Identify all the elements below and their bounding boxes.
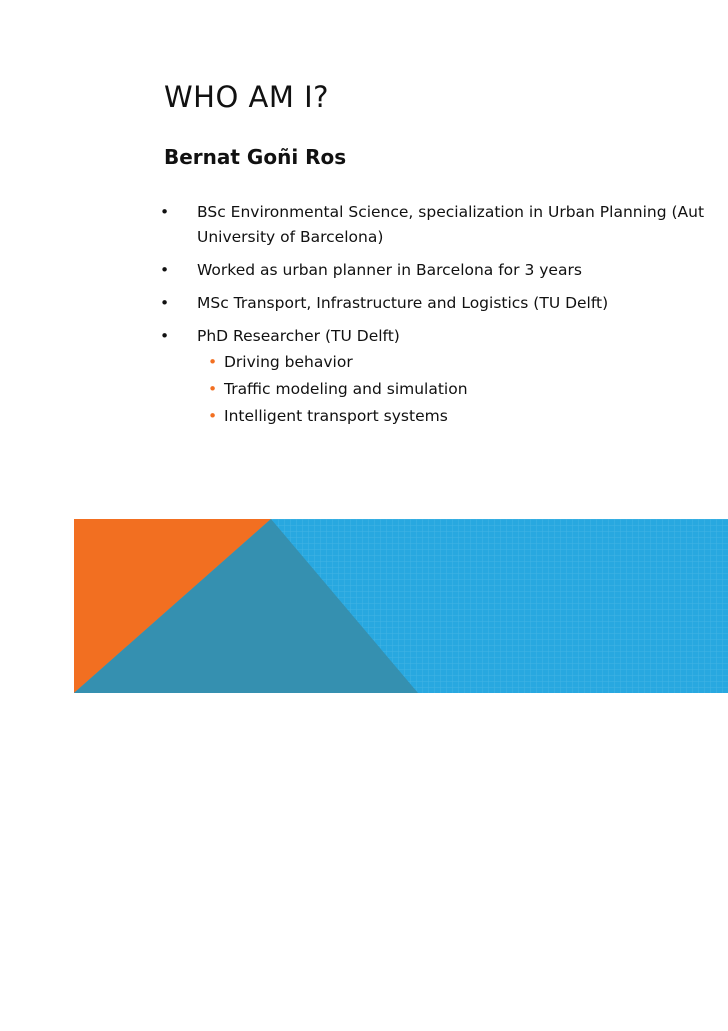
decorative-banner: [74, 519, 728, 693]
orange-bullet-icon: •: [208, 407, 218, 425]
sub-item-text: Traffic modeling and simulation: [224, 380, 468, 398]
sub-item-text: Intelligent transport systems: [224, 407, 448, 425]
bullet-text: MSc Transport, Infrastructure and Logistics (TU Delft): [197, 294, 609, 312]
phd-topic-list: [197, 349, 728, 430]
sub-item-traffic-modeling: [208, 376, 728, 403]
bullet-text-continued: University of Barcelona): [197, 228, 384, 246]
bullet-text: Worked as urban planner in Barcelona for 3 years: [197, 261, 582, 279]
bullet-text: PhD Researcher (TU Delft): [197, 327, 400, 345]
bullet-list: [160, 200, 728, 438]
bullet-dot-icon: •: [160, 203, 170, 221]
presenter-name: Bernat Goñi Ros: [164, 145, 347, 169]
bullet-item-urban-planner: [160, 258, 728, 283]
bullet-item-bsc: [160, 200, 728, 250]
bullet-text: BSc Environmental Science, specialization in Urban Planning (Aut: [197, 203, 705, 221]
sub-item-its: [208, 403, 728, 430]
sub-item-text: Driving behavior: [224, 353, 353, 371]
bullet-item-phd: [160, 324, 728, 430]
bullet-dot-icon: •: [160, 327, 170, 345]
slide-title: WHO AM I?: [164, 80, 330, 114]
bullet-dot-icon: •: [160, 294, 170, 312]
bullet-dot-icon: •: [160, 261, 170, 279]
sub-item-driving-behavior: [208, 349, 728, 376]
orange-bullet-icon: •: [208, 353, 218, 371]
orange-bullet-icon: •: [208, 380, 218, 398]
bullet-item-msc: [160, 291, 728, 316]
